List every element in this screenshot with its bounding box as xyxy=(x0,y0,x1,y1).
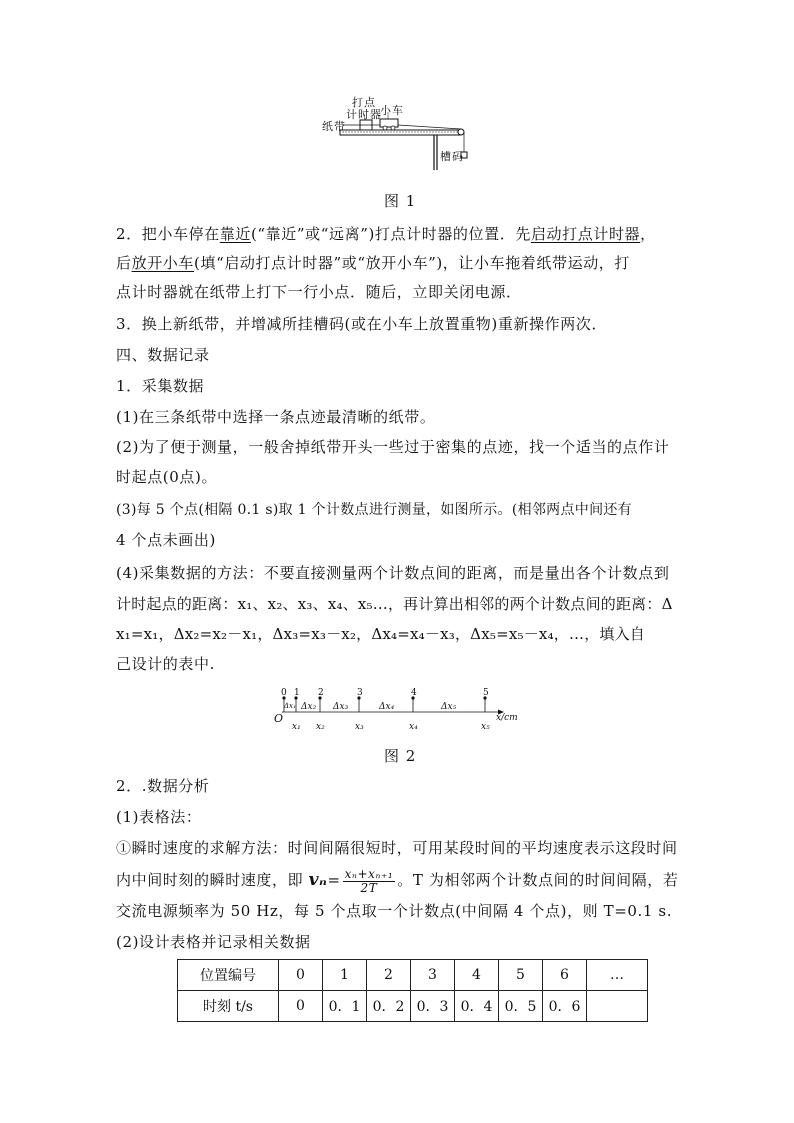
step2-line2-rest: (填“启动打点计时器”或“放开小车”)，让小车拖着纸带运动，打 xyxy=(194,254,630,272)
section4-p3-line1: (3)每 5 个点(相隔 0.1 s)取 1 个计数点进行测量，如图所示。(相邻两点中间还有 xyxy=(116,502,632,518)
fig2-x-label-5: x₅ xyxy=(481,722,490,732)
table-cell: 2 xyxy=(367,960,411,991)
formula-numerator: xₙ+xₙ₊₁ xyxy=(344,866,394,881)
fig2-x-label-4: x₄ xyxy=(409,722,418,732)
formula-v-n: vₙ xyxy=(308,870,328,890)
fig2-pt-label-3: 3 xyxy=(357,688,363,698)
formula-equals: = xyxy=(327,871,341,889)
analysis-p2-line1: ①瞬时速度的求解方法：时间间隔很短时，可用某段时间的平均速度表示这段时间 xyxy=(116,839,678,857)
analysis-p2-line2-post: 。T 为相邻两个计数点间的时间间隔，若 xyxy=(397,871,679,889)
section4-heading: 四、数据记录 xyxy=(116,346,210,364)
step2-mid: (“靠近”或“远离”)打点计时器的位置．先 xyxy=(250,225,531,243)
table-cell: 6 xyxy=(543,960,587,991)
section4-p2-line2: 时起点(0点)。 xyxy=(116,468,218,486)
section4-p3-line2: 4 个点未画出) xyxy=(116,531,216,549)
figure-2-caption: 图 2 xyxy=(384,747,417,765)
table-header-position: 位置编号 xyxy=(178,960,279,991)
fig2-pt-label-5: 5 xyxy=(483,688,489,698)
table-cell: 0．1 xyxy=(323,991,367,1022)
step2-line2-pre: 后 xyxy=(116,254,132,272)
table-cell: 4 xyxy=(455,960,499,991)
fig1-label-timer-top: 打点 xyxy=(352,96,376,109)
section4-sub1: 1．采集数据 xyxy=(116,377,205,395)
table-cell: 0．2 xyxy=(367,991,411,1022)
step2-line2 xyxy=(116,253,630,273)
section4-p4-line4: 己设计的表中. xyxy=(116,655,215,673)
section4-p1: (1)在三条纸带中选择一条点迹最清晰的纸带。 xyxy=(116,408,436,426)
step2-blank-near: 靠近 xyxy=(219,225,251,243)
fig2-pt-label-0: 0 xyxy=(281,688,287,698)
table-header-time: 时刻 t/s xyxy=(178,991,279,1022)
fig1-label-tape: 纸带 xyxy=(322,120,346,133)
fig2-pt-label-4: 4 xyxy=(411,688,417,698)
table-cell: 1 xyxy=(323,960,367,991)
table-cell: … xyxy=(587,960,648,991)
table-cell xyxy=(587,991,648,1022)
table-row-position xyxy=(178,960,648,991)
step2-blank-start-timer: 启动打点计时器 xyxy=(530,225,641,243)
section4-p4-line3: x₁=x₁，Δx₂=x₂－x₁，Δx₃=x₃－x₂，Δx₄=x₄－x₃，Δx₅=x₅－x₄，…，填入自 xyxy=(116,625,645,643)
analysis-p2-line2-pre: 内中间时刻的瞬时速度，即 xyxy=(116,871,304,889)
table-cell: 5 xyxy=(499,960,543,991)
figure-1-caption: 图 1 xyxy=(384,192,417,210)
fig2-origin: O xyxy=(274,712,284,725)
fig2-delta-label-2: Δx₂ xyxy=(301,702,317,712)
analysis-p2-line2 xyxy=(116,862,678,898)
fig2-delta-label-4: Δx₄ xyxy=(379,702,395,712)
section4-p4-line2: 计时起点的距离：x₁、x₂、x₃、x₄、x₅…，再计算出相邻的两个计数点间的距离：Δ xyxy=(116,595,673,613)
fig2-pt-label-1: 1 xyxy=(294,688,300,698)
step2-line1 xyxy=(116,224,656,244)
fig2-x-label-2: x₂ xyxy=(316,722,325,732)
step2-comma: ， xyxy=(640,225,656,243)
table-cell: 0 xyxy=(279,960,323,991)
fig1-label-cart: 小车 xyxy=(380,104,404,117)
step2-line3: 点计时器就在纸带上打下一行小点．随后，立即关闭电源． xyxy=(116,283,522,301)
fig2-x-label-1: x₁ xyxy=(292,722,301,732)
analysis-heading: 2．.数据分析 xyxy=(116,777,210,795)
table-cell: 0．6 xyxy=(543,991,587,1022)
analysis-p1: (1)表格法： xyxy=(116,808,202,826)
fig2-delta-label-3: Δx₃ xyxy=(333,702,349,712)
table-cell: 0．4 xyxy=(455,991,499,1022)
position-time-table xyxy=(177,959,648,1022)
table-cell: 0．5 xyxy=(499,991,543,1022)
table-cell: 3 xyxy=(411,960,455,991)
fig2-x-label-3: x₃ xyxy=(355,722,364,732)
fig1-label-weight: 槽码 xyxy=(440,150,464,163)
formula-fraction xyxy=(343,868,396,895)
formula-denominator: 2T xyxy=(360,880,378,895)
table-cell: 0．3 xyxy=(411,991,455,1022)
fig2-delta-label-1: Δx₁ xyxy=(284,702,296,710)
fig1-label-timer-bottom: 计时器 xyxy=(346,108,382,121)
analysis-p2-line3: 交流电源频率为 50 Hz，每 5 个点取一个计数点(中间隔 4 个点)，则 T=0.1 s. xyxy=(116,902,673,920)
table-row-time xyxy=(178,991,648,1022)
fig2-pt-label-2: 2 xyxy=(318,688,324,698)
section4-p2-line1: (2)为了便于测量，一般舍掉纸带开头一些过于密集的点迹，找一个适当的点作计 xyxy=(116,438,670,456)
step2-blank-release-cart: 放开小车 xyxy=(131,254,195,272)
fig2-delta-label-5: Δx₅ xyxy=(441,702,457,712)
table-cell: 0 xyxy=(279,991,323,1022)
fig2-axis-label: x/cm xyxy=(496,713,518,723)
section4-p4-line1: (4)采集数据的方法：不要直接测量两个计数点间的距离，而是量出各个计数点到 xyxy=(116,564,670,582)
analysis-p3: (2)设计表格并记录相关数据 xyxy=(116,933,311,951)
step2-prefix: 2．把小车停在 xyxy=(116,225,220,243)
step3: 3．换上新纸带，并增减所挂槽码(或在小车上放置重物)重新操作两次． xyxy=(116,315,608,333)
